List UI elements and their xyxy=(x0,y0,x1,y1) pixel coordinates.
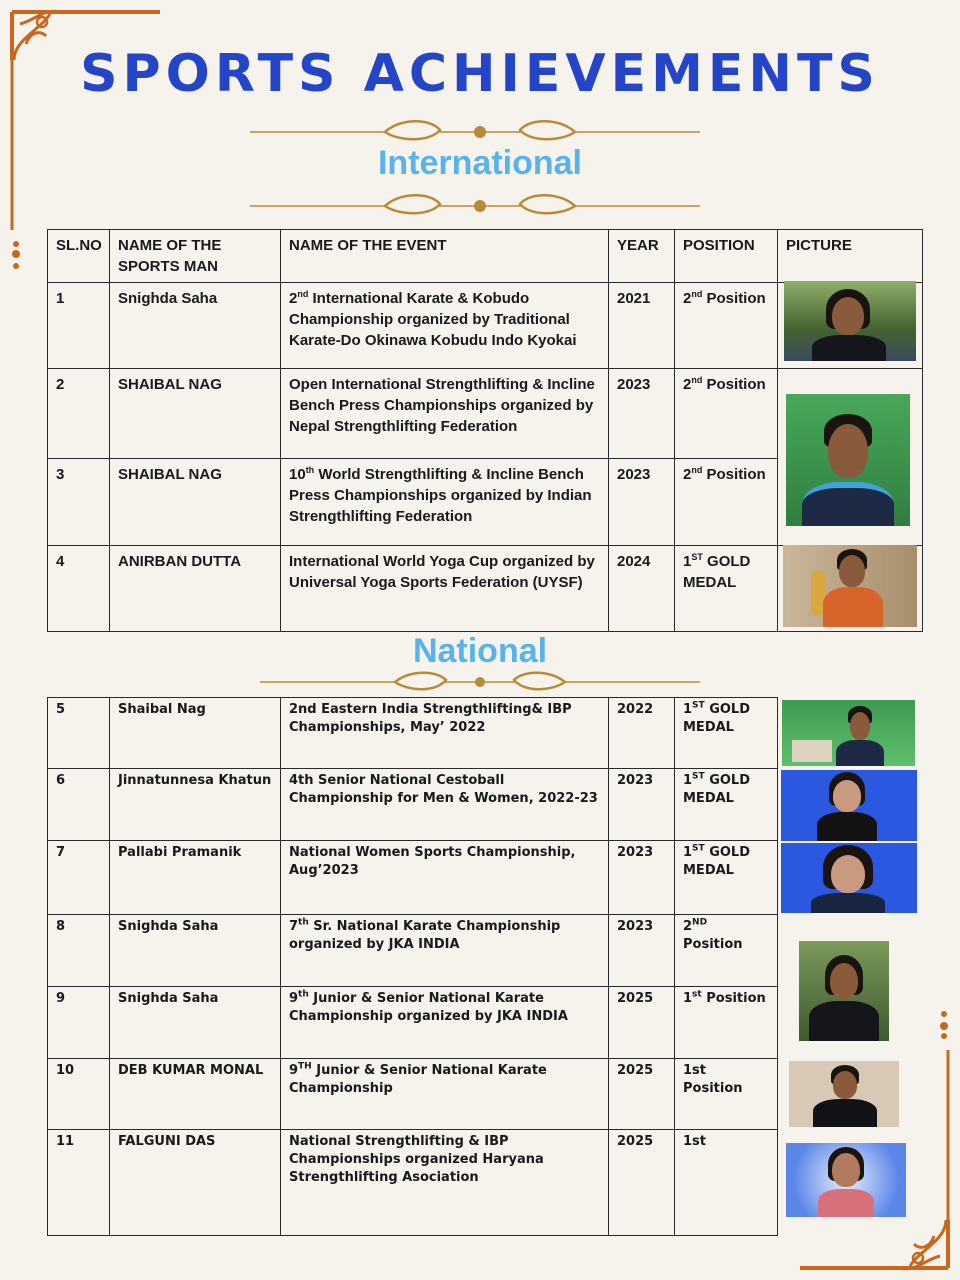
row-slno: 8 xyxy=(48,915,110,987)
header-event: NAME OF THE EVENT xyxy=(281,230,609,283)
row-position: 1st Position xyxy=(675,1059,778,1130)
row-event: 7th Sr. National Karate Championship organized by JKA INDIA xyxy=(281,915,609,987)
row-position: 1st xyxy=(675,1130,778,1236)
row-name: ANIRBAN DUTTA xyxy=(110,546,281,632)
header-year: YEAR xyxy=(609,230,675,283)
athlete-photo-deb-kumar-monal xyxy=(789,1061,899,1127)
row-year: 2025 xyxy=(609,1059,675,1130)
row-position: 1ST GOLD MEDAL xyxy=(675,841,778,915)
header-slno: SL.NO xyxy=(48,230,110,283)
row-position: 1ST GOLD MEDAL xyxy=(675,698,778,769)
row-slno: 9 xyxy=(48,987,110,1059)
row-slno: 11 xyxy=(48,1130,110,1236)
row-position: 1ST GOLD MEDAL xyxy=(675,546,778,632)
row-slno: 5 xyxy=(48,698,110,769)
header-picture: PICTURE xyxy=(778,230,923,283)
row-slno: 2 xyxy=(48,369,110,459)
header-name: NAME OF THE SPORTS MAN xyxy=(110,230,281,283)
row-event: 4th Senior National Cestoball Championship for Men & Women, 2022-23 xyxy=(281,769,609,841)
table-row xyxy=(48,915,923,987)
table-header-row xyxy=(48,230,923,283)
row-name: Snighda Saha xyxy=(110,987,281,1059)
row-name: DEB KUMAR MONAL xyxy=(110,1059,281,1130)
row-name: SHAIBAL NAG xyxy=(110,369,281,459)
row-year: 2021 xyxy=(609,283,675,369)
row-year: 2025 xyxy=(609,987,675,1059)
row-event: International World Yoga Cup organized by Universal Yoga Sports Federation (UYSF) xyxy=(281,546,609,632)
athlete-photo-jinnatunnesa-khatun xyxy=(781,770,917,841)
athlete-photo-shaibal-nag xyxy=(786,394,910,526)
row-slno: 10 xyxy=(48,1059,110,1130)
header-position: POSITION xyxy=(675,230,778,283)
row-event: National Women Sports Championship, Aug’2023 xyxy=(281,841,609,915)
row-slno: 4 xyxy=(48,546,110,632)
row-slno: 1 xyxy=(48,283,110,369)
row-position: 1ST GOLD MEDAL xyxy=(675,769,778,841)
section-title-national: National xyxy=(412,632,548,670)
row-year: 2023 xyxy=(609,459,675,546)
row-event: 9TH Junior & Senior National Karate Championship xyxy=(281,1059,609,1130)
row-event: 2nd Eastern India Strengthlifting& IBP Championships, May’ 2022 xyxy=(281,698,609,769)
row-name: Snighda Saha xyxy=(110,915,281,987)
row-year: 2023 xyxy=(609,769,675,841)
table-row xyxy=(48,987,923,1059)
row-year: 2023 xyxy=(609,369,675,459)
athlete-photo-snighda-saha-national xyxy=(799,941,889,1041)
row-name: FALGUNI DAS xyxy=(110,1130,281,1236)
row-name: Jinnatunnesa Khatun xyxy=(110,769,281,841)
athlete-photo-pallabi-pramanik xyxy=(781,843,917,913)
row-year: 2023 xyxy=(609,915,675,987)
row-year: 2024 xyxy=(609,546,675,632)
row-event: National Strengthlifting & IBP Championships organized Haryana Strengthlifting Asociation xyxy=(281,1130,609,1236)
row-position: 2nd Position xyxy=(675,459,778,546)
row-position: 1st Position xyxy=(675,987,778,1059)
athlete-photo-falguni-das xyxy=(786,1143,906,1217)
row-event: Open International Strengthlifting & Incline Bench Press Championships organized by Nepal Strengthlifting Federation xyxy=(281,369,609,459)
row-year: 2022 xyxy=(609,698,675,769)
athlete-photo-anirban-dutta xyxy=(783,545,917,627)
row-position: 2ND Position xyxy=(675,915,778,987)
row-name: Pallabi Pramanik xyxy=(110,841,281,915)
row-name: Shaibal Nag xyxy=(110,698,281,769)
row-slno: 3 xyxy=(48,459,110,546)
athlete-photo-shaibal-nag-national xyxy=(782,700,915,766)
ornament-divider-international xyxy=(0,186,960,226)
row-name: SHAIBAL NAG xyxy=(110,459,281,546)
row-slno: 7 xyxy=(48,841,110,915)
page-title: SPORTS ACHIEVEMENTS xyxy=(80,44,880,104)
row-event: 2nd International Karate & Kobudo Championship organized by Traditional Karate-Do Okinawa Kobudu Indo Kyokai xyxy=(281,283,609,369)
row-year: 2025 xyxy=(609,1130,675,1236)
row-event: 10th World Strengthlifting & Incline Bench Press Championships organized by Indian Strengthlifting Federation xyxy=(281,459,609,546)
row-name: Snighda Saha xyxy=(110,283,281,369)
row-event: 9th Junior & Senior National Karate Championship organized by JKA INDIA xyxy=(281,987,609,1059)
section-title-international: International xyxy=(377,144,583,182)
row-slno: 6 xyxy=(48,769,110,841)
row-position: 2nd Position xyxy=(675,369,778,459)
athlete-photo-snighda-saha xyxy=(784,281,916,361)
row-year: 2023 xyxy=(609,841,675,915)
row-position: 2nd Position xyxy=(675,283,778,369)
